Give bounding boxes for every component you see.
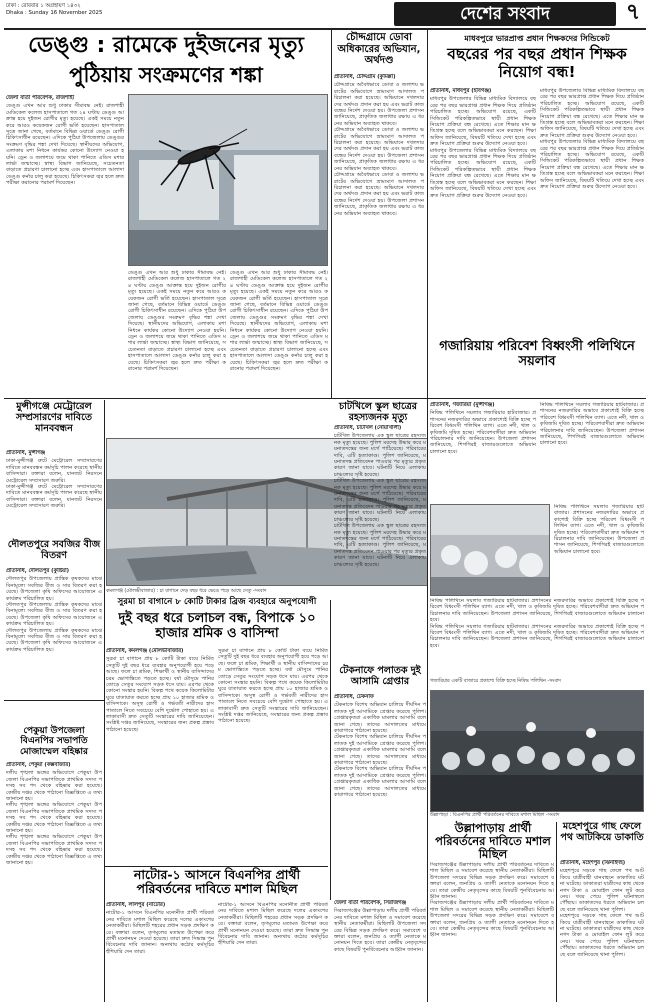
moheshpur-text: মহেশপুরে সড়কে গাছ ফেলে পথ আটকিয়ে যাত্রীবাহী যানবাহনে ডাকাতির ঘটনা ঘটেছে। ডাকাতরা যাত্রীদের কাছ থেকে নগদ টাকা ও মোবাইল ফোন লুট করে নেয়। খবর পেয়ে পুলিশ ঘটনাস্থলে পৌঁছায়। ডাকাতদের ধরতে অভিযান চলছে বলে জানিয়েছে থানা পুলিশ।: [560, 868, 644, 913]
header-rule: [4, 28, 646, 30]
teknaf-text-2: টেকনাফে বিশেষ অভিযান চালিয়ে দীর্ঘদিন পলাতক দুই আসামিকে গ্রেপ্তার করেছে পুলিশ। গ্রেপ্তারকৃতরা একাধিক মামলার আসামি বলে জানা গেছে। তাদের আদালতের মাধ্যমে কারাগারে পাঠানো হয়েছে।: [334, 734, 426, 767]
bridge-kicker: সুরমা চা বাগানে ৮ কোটি টাকার ব্রিজ ব্যবহারে অনুপযোগী: [117, 597, 317, 607]
ullapara-text-3: সিরাজগঞ্জের উল্লাপাড়ায় দলীয় প্রার্থী পরিবর্তনের দাবিতে মশাল মিছিল ও সমাবেশ করেছে স্থানীয় নেতাকর্মীরা। মিছিলটি উপজেলা সদরের বিভিন্ন সড়ক প্রদক্ষিণ করে। সমাবেশে বক্তারা বলেন, জনপ্রিয় ও ত্যাগী নেতাকে মনোনয়ন দিতে হবে। তারা কেন্দ্রীয় নেতৃবৃন্দের কাছে বিষয়টি পুনর্বিবেচনার আহ্বান জানান।: [430, 900, 554, 939]
dengue-body-text: ডেঙ্গু এখন আর শুধু ঢাকার সীমাবদ্ধ নেই। রাজশাহী মেডিকেল কলেজ হাসপাতালে গত ২৪ ঘণ্টায় ডেঙ্গু আক্রান্ত হয়ে দুইজন রোগীর মৃত্যু হয়েছে। একই সময়ে নতুন করে আরও কয়েকজন রোগী ভর্তি হয়েছেন। হাসপাতাল সূত্রে জানা গেছে, বর্তমানে বিভিন্ন ওয়ার্ডে ডেঙ্গু রোগী চিকিৎসাধীন রয়েছেন। এদিকে পুঠিয়া উপজেলায় ডেঙ্গুর সংক্রমণ বৃদ্ধির শঙ্কা দেখা দিয়েছে। স্থানীয়দের অভিযোগ, এলাকায় মশা নিধনে কার্যকর কোনো উদ্যোগ নেওয়া হয়নি। ড্রেন ও জলাশয়ে জমে থাকা পানিতে এডিস মশার লার্ভা জন্মাচ্ছে। স্বাস্থ্য বিভাগ জানিয়েছে, সচেতনতা বাড়াতে প্রচারণা চালানো হচ্ছে এবং হাসপাতালে আলাদা ডেঙ্গু কর্নার চালু করা হয়েছে। চিকিৎসকরা জ্বর হলে দ্রুত পরীক্ষা করানোর পরামর্শ দিয়েছেন।: [6, 103, 124, 187]
gozaria-text-4: নিষিদ্ধ পলিথিনে সয়লাব গজারিয়ার হাটবাজার। প্রশাসনের নজরদারির অভাবে প্রকাশ্যেই বিক্রি হচ্ছে পরিবেশ বিধ্বংসী পলিথিন ব্যাগ। এতে নদী, খাল ও কৃষিজমি দূষিত হচ্ছে। পরিবেশবাদীরা দ্রুত অভিযান পরিচালনার দাবি জানিয়েছেন। উপজেলা প্রশাসন জানিয়েছে, শিগগিরই বাজারগুলোতে অভিযান চালানো হবে।: [430, 598, 644, 624]
natore-byline: প্রতিনিধি, লালপুর (নাটোর): [106, 902, 166, 908]
munshiganj-headline: মুন্সীগঞ্জে মেট্রোরেল সম্প্রসারণের দাবিতে মানববন্ধন: [15, 401, 93, 434]
ullapara-text: সিরাজগঞ্জের উল্লাপাড়ায় দলীয় প্রার্থী পরিবর্তনের দাবিতে মশাল মিছিল ও সমাবেশ করেছে স্থানীয় নেতাকর্মীরা। মিছিলটি উপজেলা সদরের বিভিন্ন সড়ক প্রদক্ষিণ করে। সমাবেশে বক্তারা বলেন, জনপ্রিয় ও ত্যাগী নেতাকে মনোনয়ন দিতে হবে। তারা কেন্দ্রীয় নেতৃবৃন্দের কাছে বিষয়টি পুনর্বিবেচনার আহ্বান জানান।: [334, 908, 426, 953]
chowddogram-byline: প্রতিনিধি, চৌদ্দগ্রাম (কুমিল্লা): [334, 74, 396, 80]
chowddogram-body: [334, 74, 424, 396]
madhabpur-body: [430, 88, 536, 334]
madhabpur-byline: প্রতিনিধি, মাধবপুর (হবিগঞ্জ): [430, 88, 492, 94]
madhabpur-text: মাধবপুর উপজেলার বিভিন্ন মাধ্যমিক বিদ্যালয়ে বছরের পর বছর ভারপ্রাপ্ত প্রধান শিক্ষক দিয়ে প্রতিষ্ঠান পরিচালিত হচ্ছে। অভিযোগ রয়েছে, একটি সিন্ডিকেট পরিকল্পিতভাবে স্থায়ী প্রধান শিক্ষক নিয়োগ প্রক্রিয়া বন্ধ রেখেছে। এতে শিক্ষার মান ক্ষতিগ্রস্ত হচ্ছে বলে অভিভাবকরা মনে করছেন। শিক্ষা অফিস জানিয়েছে, বিষয়টি খতিয়ে দেখা হচ্ছে এবং দ্রুত নিয়োগ প্রক্রিয়া শুরুর উদ্যোগ নেওয়া হবে।: [430, 96, 536, 148]
natore-body-col2: [218, 902, 328, 1002]
ullapara-byline: জেলা বার্তা পরিবেশক, সিরাজগঞ্জ: [334, 900, 407, 906]
pekua-text-3: দলীয় শৃঙ্খলা ভঙ্গের অভিযোগে পেকুয়া উপজেলা বিএনপির সভাপতিকে প্রাথমিক সদস্য পদসহ সব পদ থেকে বহিষ্কার করা হয়েছে। কেন্দ্রীয় দপ্তর থেকে পাঠানো বিজ্ঞপ্তিতে এ তথ্য জানানো হয়।: [6, 834, 102, 867]
torch-procession-image: [431, 691, 644, 812]
chowddogram-text-2: চৌদ্দগ্রামে অবৈধভাবে ডোবা ও জলাশয় ভরাটের অভিযোগে ভ্রাম্যমাণ আদালত পরিচালনা করা হয়েছে। অভিযানে দখলদারদের অর্থদণ্ড প্রদান করা হয় এবং ভরাট কাজ বন্ধের নির্দেশ দেওয়া হয়। উপজেলা প্রশাসন জানিয়েছে, প্রাকৃতিক জলাধার রক্ষায় এ ধরনের অভিযান অব্যাহত থাকবে।: [334, 127, 424, 172]
dengue-headline: ডেঙ্গু : রামেকে দুইজনের মৃত্যু: [28, 33, 304, 58]
madhabpur-text-2: মাধবপুর উপজেলার বিভিন্ন মাধ্যমিক বিদ্যালয়ে বছরের পর বছর ভারপ্রাপ্ত প্রধান শিক্ষক দিয়ে প্রতিষ্ঠান পরিচালিত হচ্ছে। অভিযোগ রয়েছে, একটি সিন্ডিকেট পরিকল্পিতভাবে স্থায়ী প্রধান শিক্ষক নিয়োগ প্রক্রিয়া বন্ধ রেখেছে। এতে শিক্ষার মান ক্ষতিগ্রস্ত হচ্ছে বলে অভিভাবকরা মনে করছেন। শিক্ষা অফিস জানিয়েছে, বিষয়টি খতিয়ে দেখা হচ্ছে এবং দ্রুত নিয়োগ প্রক্রিয়া শুরুর উদ্যোগ নেওয়া হবে।: [430, 147, 536, 199]
pekua-text-2: দলীয় শৃঙ্খলা ভঙ্গের অভিযোগে পেকুয়া উপজেলা বিএনপির সভাপতিকে প্রাথমিক সদস্য পদসহ সব পদ থেকে বহিষ্কার করা হয়েছে। কেন্দ্রীয় দপ্তর থেকে পাঠানো বিজ্ঞপ্তিতে এ তথ্য জানানো হয়।: [6, 802, 102, 835]
pekua-headline: পেকুয়া উপজেলা বিএনপির সভাপতি মোজাম্মেল বহিষ্কার: [20, 726, 88, 757]
moheshpur-body: [560, 860, 644, 1002]
pekua-byline: প্রতিনিধি, পেকুয়া (কক্সবাজার): [6, 762, 71, 768]
chowddogram-headline: চৌদ্দগ্রামে ডোবা অধিকারের অভিযান, অর্থদণ্ড: [337, 32, 421, 66]
gozaria-photo: [430, 504, 550, 596]
market-polythene-image: [431, 505, 550, 596]
moheshpur-headline: মহেশপুরে গাছ ফেলে পথ আটকিয়ে ডাকাতি: [560, 821, 644, 843]
gozaria-body-col2: [540, 402, 644, 502]
bridge-byline: প্রতিনিধি, কমলগঞ্জ (মৌলভীবাজার): [106, 648, 184, 654]
dateline-english: Dhaka : Sunday 16 November 2025: [6, 10, 103, 16]
page-number: ৭: [625, 0, 641, 25]
munshiganj-body: [6, 450, 102, 536]
ullapara-text-2: সিরাজগঞ্জের উল্লাপাড়ায় দলীয় প্রার্থী পরিবর্তনের দাবিতে মশাল মিছিল ও সমাবেশ করেছে স্থানীয় নেতাকর্মীরা। মিছিলটি উপজেলা সদরের বিভিন্ন সড়ক প্রদক্ষিণ করে। সমাবেশে বক্তারা বলেন, জনপ্রিয় ও ত্যাগী নেতাকে মনোনয়ন দিতে হবে। তারা কেন্দ্রীয় নেতৃবৃন্দের কাছে বিষয়টি পুনর্বিবেচনার আহ্বান জানান।: [430, 862, 554, 901]
gozaria-photo-caption: গজারিয়ার একটি বাজারে প্রকাশ্যে বিক্রি হচ্ছে নিষিদ্ধ পলিথিন -সংবাদ: [430, 679, 561, 684]
bridge-text: সুরমা চা বাগানে প্রায় ৮ কোটি টাকা ব্যয়ে নির্মিত সেতুটি দুই বছর ধরে ব্যবহার অনুপযোগী হয়ে পড়ে আছে। ফলে চা শ্রমিক, শিক্ষার্থী ও স্থানীয় বাসিন্দাদের চরম ভোগান্তিতে পড়তে হচ্ছে। বর্ষা মৌসুমে পানির তোড়ে সেতুর সংযোগ সড়ক ধসে যায়। এরপর থেকে কোনো সংস্কার হয়নি। বিকল্প পথে কয়েক কিলোমিটার ঘুরে যাতায়াত করতে হচ্ছে প্রায় ১০ হাজার শ্রমিক ও বাসিন্দাকে। অসুস্থ রোগী ও গর্ভবতী নারীদের হাসপাতালে নিতে সবচেয়ে বেশি দুর্ভোগ পোহাতে হয়। এলাকাবাসী দ্রুত সেতুটি সংস্কারের দাবি জানিয়েছেন। সংশ্লিষ্ট দপ্তর জানিয়েছে, সংস্কারের জন্য প্রকল্প প্রস্তাব পাঠানো হয়েছে।: [106, 656, 214, 733]
munshiganj-text-2: ঢাকা-মুন্সীগঞ্জ রুটে মেট্রোরেল সম্প্রসারণের দাবিতে মানববন্ধন কর্মসূচি পালন করেছে স্থানীয় বাসিন্দারা। বক্তারা বলেন, যানজট নিরসনে মেট্রোরেল সম্প্রসারণ জরুরি।: [6, 484, 102, 510]
pekua-body: [6, 762, 102, 998]
daulatpur-headline: দৌলতপুরে সবজির বীজ বিতরণ: [7, 539, 101, 561]
dateline-bangla: ঢাকা : রোববার ১ অগ্রহায়ণ ১৪৩২: [6, 3, 81, 9]
daulatpur-text: দৌলতপুর উপজেলায় প্রান্তিক কৃষকদের মাঝে বিনামূল্যে সবজির বীজ ও সার বিতরণ করা হয়েছে। উপজেলা কৃষি অফিসের আয়োজনে এ কার্যক্রম পরিচালিত হয়।: [6, 576, 102, 602]
bridge-body-col2: [218, 648, 328, 864]
moheshpur-byline: প্রতিনিধি, মহেশপুর (ঝিনাইদহ): [560, 860, 626, 866]
natore-text: নাটোর-১ আসনে বিএনপির মনোনীত প্রার্থী পরিবর্তনের দাবিতে মশাল মিছিল করেছে দলের একাংশের নেতাকর্মীরা। মিছিলটি শহরের প্রধান সড়ক প্রদক্ষিণ করে। বক্তারা বলেন, তৃণমূলের মতামত উপেক্ষা করে প্রার্থী মনোনয়ন দেওয়া হয়েছে। তারা দ্রুত সিদ্ধান্ত পুনর্বিবেচনার দাবি জানান। অন্যথায় কঠোর কর্মসূচির হুঁশিয়ারি দেন তারা।: [106, 910, 214, 955]
dengue-body-col2: [128, 270, 226, 395]
madhabpur-kicker: মাধবপুরে ভারপ্রাপ্ত প্রধান শিক্ষকদের সিন্ডিকেট: [464, 34, 610, 43]
ullapara-photo: [430, 690, 644, 812]
gozaria-text-3: নিষিদ্ধ পলিথিনে সয়লাব গজারিয়ার হাটবাজার। প্রশাসনের নজরদারির অভাবে প্রকাশ্যেই বিক্রি হচ্ছে পরিবেশ বিধ্বংসী পলিথিন ব্যাগ। এতে নদী, খাল ও কৃষিজমি দূষিত হচ্ছে। পরিবেশবাদীরা দ্রুত অভিযান পরিচালনার দাবি জানিয়েছেন। উপজেলা প্রশাসন জানিয়েছে, শিগগিরই বাজারগুলোতে অভিযান চালানো হবে।: [554, 504, 644, 555]
daulatpur-body: [6, 568, 102, 698]
natore-body: [106, 902, 214, 1002]
ullapara-body: [334, 900, 426, 1000]
chatkhil-text-2: চাটখিল উপজেলায় এক স্কুল ছাত্রের রহস্যজনক মৃত্যু হয়েছে। পুলিশ মরদেহ উদ্ধার করে ময়নাতদন্তের জন্য মর্গে পাঠিয়েছে। পরিবারের দাবি, এটি হত্যাকাণ্ড। পুলিশ জানিয়েছে, ময়নাতদন্ত প্রতিবেদন পাওয়ার পর মৃত্যুর প্রকৃত কারণ জানা যাবে। ঘটনাটি নিয়ে এলাকায় চাঞ্চল্যের সৃষ্টি হয়েছে।: [334, 478, 426, 523]
teknaf-text: টেকনাফে বিশেষ অভিযান চালিয়ে দীর্ঘদিন পলাতক দুই আসামিকে গ্রেপ্তার করেছে পুলিশ। গ্রেপ্তারকৃতরা একাধিক মামলার আসামি বলে জানা গেছে। তাদের আদালতের মাধ্যমে কারাগারে পাঠানো হয়েছে।: [334, 702, 426, 735]
dengue-body-text-cont2: ডেঙ্গু এখন আর শুধু ঢাকার সীমাবদ্ধ নেই। রাজশাহী মেডিকেল কলেজ হাসপাতালে গত ২৪ ঘণ্টায় ডেঙ্গু আক্রান্ত হয়ে দুইজন রোগীর মৃত্যু হয়েছে। একই সময়ে নতুন করে আরও কয়েকজন রোগী ভর্তি হয়েছেন। হাসপাতাল সূত্রে জানা গেছে, বর্তমানে বিভিন্ন ওয়ার্ডে ডেঙ্গু রোগী চিকিৎসাধীন রয়েছেন। এদিকে পুঠিয়া উপজেলায় ডেঙ্গুর সংক্রমণ বৃদ্ধির শঙ্কা দেখা দিয়েছে। স্থানীয়দের অভিযোগ, এলাকায় মশা নিধনে কার্যকর কোনো উদ্যোগ নেওয়া হয়নি। ড্রেন ও জলাশয়ে জমে থাকা পানিতে এডিস মশার লার্ভা জন্মাচ্ছে। স্বাস্থ্য বিভাগ জানিয়েছে, সচেতনতা বাড়াতে প্রচারণা চালানো হচ্ছে এবং হাসপাতালে আলাদা ডেঙ্গু কর্নার চালু করা হয়েছে। চিকিৎসকরা জ্বর হলে দ্রুত পরীক্ষা করানোর পরামর্শ দিয়েছেন।: [230, 270, 328, 373]
dengue-subheadline: পুঠিয়ায় সংক্রমণের শঙ্কা: [69, 63, 263, 87]
gozaria-text: নিষিদ্ধ পলিথিনে সয়লাব গজারিয়ার হাটবাজার। প্রশাসনের নজরদারির অভাবে প্রকাশ্যেই বিক্রি হচ্ছে পরিবেশ বিধ্বংসী পলিথিন ব্যাগ। এতে নদী, খাল ও কৃষিজমি দূষিত হচ্ছে। পরিবেশবাদীরা দ্রুত অভিযান পরিচালনার দাবি জানিয়েছেন। উপজেলা প্রশাসন জানিয়েছে, শিগগিরই বাজারগুলোতে অভিযান চালানো হবে।: [430, 410, 536, 455]
gozaria-text-2: নিষিদ্ধ পলিথিনে সয়লাব গজারিয়ার হাটবাজার। প্রশাসনের নজরদারির অভাবে প্রকাশ্যেই বিক্রি হচ্ছে পরিবেশ বিধ্বংসী পলিথিন ব্যাগ। এতে নদী, খাল ও কৃষিজমি দূষিত হচ্ছে। পরিবেশবাদীরা দ্রুত অভিযান পরিচালনার দাবি জানিয়েছেন। উপজেলা প্রশাসন জানিয়েছে, শিগগিরই বাজারগুলোতে অভিযান চালানো হবে।: [540, 402, 644, 447]
dateline: [6, 3, 166, 17]
dengue-byline: জেলা বার্তা পরিবেশক, রাজশাহী: [6, 95, 75, 101]
daulatpur-text-3: দৌলতপুর উপজেলায় প্রান্তিক কৃষকদের মাঝে বিনামূল্যে সবজির বীজ ও সার বিতরণ করা হয়েছে। উপজেলা কৃষি অফিসের আয়োজনে এ কার্যক্রম পরিচালিত হয়।: [6, 627, 102, 653]
gozaria-body-col4: [430, 598, 644, 678]
chowddogram-text-3: চৌদ্দগ্রামে অবৈধভাবে ডোবা ও জলাশয় ভরাটের অভিযোগে ভ্রাম্যমাণ আদালত পরিচালনা করা হয়েছে। অভিযানে দখলদারদের অর্থদণ্ড প্রদান করা হয় এবং ভরাট কাজ বন্ধের নির্দেশ দেওয়া হয়। উপজেলা প্রশাসন জানিয়েছে, প্রাকৃতিক জলাধার রক্ষায় এ ধরনের অভিযান অব্যাহত থাকবে।: [334, 172, 424, 217]
chatkhil-text-3: চাটখিল উপজেলায় এক স্কুল ছাত্রের রহস্যজনক মৃত্যু হয়েছে। পুলিশ মরদেহ উদ্ধার করে ময়নাতদন্তের জন্য মর্গে পাঠিয়েছে। পরিবারের দাবি, এটি হত্যাকাণ্ড। পুলিশ জানিয়েছে, ময়নাতদন্ত প্রতিবেদন পাওয়ার পর মৃত্যুর প্রকৃত কারণ জানা যাবে। ঘটনাটি নিয়ে এলাকায় চাঞ্চল্যের সৃষ্টি হয়েছে।: [334, 523, 426, 568]
bridge-body: [106, 648, 214, 864]
chatkhil-body: [334, 425, 426, 645]
gozaria-body: [430, 402, 536, 502]
ullapara-photo-caption: উল্লাপাড়া : বিএনপির প্রার্থী পরিবর্তনের দাবিতে মশাল মিছিল -সংবাদ: [430, 813, 560, 818]
gozaria-text-5: নিষিদ্ধ পলিথিনে সয়লাব গজারিয়ার হাটবাজার। প্রশাসনের নজরদারির অভাবে প্রকাশ্যেই বিক্রি হচ্ছে পরিবেশ বিধ্বংসী পলিথিন ব্যাগ। এতে নদী, খাল ও কৃষিজমি দূষিত হচ্ছে। পরিবেশবাদীরা দ্রুত অভিযান পরিচালনার দাবি জানিয়েছেন। উপজেলা প্রশাসন জানিয়েছে, শিগগিরই বাজারগুলোতে অভিযান চালানো হবে।: [430, 623, 644, 649]
dengue-body-text-cont: ডেঙ্গু এখন আর শুধু ঢাকার সীমাবদ্ধ নেই। রাজশাহী মেডিকেল কলেজ হাসপাতালে গত ২৪ ঘণ্টায় ডেঙ্গু আক্রান্ত হয়ে দুইজন রোগীর মৃত্যু হয়েছে। একই সময়ে নতুন করে আরও কয়েকজন রোগী ভর্তি হয়েছেন। হাসপাতাল সূত্রে জানা গেছে, বর্তমানে বিভিন্ন ওয়ার্ডে ডেঙ্গু রোগী চিকিৎসাধীন রয়েছেন। এদিকে পুঠিয়া উপজেলায় ডেঙ্গুর সংক্রমণ বৃদ্ধির শঙ্কা দেখা দিয়েছে। স্থানীয়দের অভিযোগ, এলাকায় মশা নিধনে কার্যকর কোনো উদ্যোগ নেওয়া হয়নি। ড্রেন ও জলাশয়ে জমে থাকা পানিতে এডিস মশার লার্ভা জন্মাচ্ছে। স্বাস্থ্য বিভাগ জানিয়েছে, সচেতনতা বাড়াতে প্রচারণা চালানো হচ্ছে এবং হাসপাতালে আলাদা ডেঙ্গু কর্নার চালু করা হয়েছে। চিকিৎসকরা জ্বর হলে দ্রুত পরীক্ষা করানোর পরামর্শ দিয়েছেন।: [128, 270, 226, 373]
teknaf-headline: টেকনাফে পলাতক দুই আসামি গ্রেপ্তার: [339, 665, 421, 687]
hospital-ward-image: [129, 95, 328, 266]
madhabpur-text-3: মাধবপুর উপজেলার বিভিন্ন মাধ্যমিক বিদ্যালয়ে বছরের পর বছর ভারপ্রাপ্ত প্রধান শিক্ষক দিয়ে প্রতিষ্ঠান পরিচালিত হচ্ছে। অভিযোগ রয়েছে, একটি সিন্ডিকেট পরিকল্পিতভাবে স্থায়ী প্রধান শিক্ষক নিয়োগ প্রক্রিয়া বন্ধ রেখেছে। এতে শিক্ষার মান ক্ষতিগ্রস্ত হচ্ছে বলে অভিভাবকরা মনে করছেন। শিক্ষা অফিস জানিয়েছে, বিষয়টি খতিয়ে দেখা হচ্ছে এবং দ্রুত নিয়োগ প্রক্রিয়া শুরুর উদ্যোগ নেওয়া হবে।: [540, 88, 644, 139]
gozaria-body-col3: [554, 504, 644, 596]
chatkhil-text: চাটখিল উপজেলায় এক স্কুল ছাত্রের রহস্যজনক মৃত্যু হয়েছে। পুলিশ মরদেহ উদ্ধার করে ময়নাতদন্তের জন্য মর্গে পাঠিয়েছে। পরিবারের দাবি, এটি হত্যাকাণ্ড। পুলিশ জানিয়েছে, ময়নাতদন্ত প্রতিবেদন পাওয়ার পর মৃত্যুর প্রকৃত কারণ জানা যাবে। ঘটনাটি নিয়ে এলাকায় চাঞ্চল্যের সৃষ্টি হয়েছে।: [334, 433, 426, 478]
bridge-text-2: সুরমা চা বাগানে প্রায় ৮ কোটি টাকা ব্যয়ে নির্মিত সেতুটি দুই বছর ধরে ব্যবহার অনুপযোগী হয়ে পড়ে আছে। ফলে চা শ্রমিক, শিক্ষার্থী ও স্থানীয় বাসিন্দাদের চরম ভোগান্তিতে পড়তে হচ্ছে। বর্ষা মৌসুমে পানির তোড়ে সেতুর সংযোগ সড়ক ধসে যায়। এরপর থেকে কোনো সংস্কার হয়নি। বিকল্প পথে কয়েক কিলোমিটার ঘুরে যাতায়াত করতে হচ্ছে প্রায় ১০ হাজার শ্রমিক ও বাসিন্দাকে। অসুস্থ রোগী ও গর্ভবতী নারীদের হাসপাতালে নিতে সবচেয়ে বেশি দুর্ভোগ পোহাতে হয়। এলাকাবাসী দ্রুত সেতুটি সংস্কারের দাবি জানিয়েছেন। সংশ্লিষ্ট দপ্তর জানিয়েছে, সংস্কারের জন্য প্রকল্প প্রস্তাব পাঠানো হয়েছে।: [218, 648, 328, 725]
gozaria-byline: প্রতিনিধি, গজারিয়া (মুন্সীগঞ্জ): [430, 402, 495, 408]
teknaf-text-3: টেকনাফে বিশেষ অভিযান চালিয়ে দীর্ঘদিন পলাতক দুই আসামিকে গ্রেপ্তার করেছে পুলিশ। গ্রেপ্তারকৃতরা একাধিক মামলার আসামি বলে জানা গেছে। তাদের আদালতের মাধ্যমে কারাগারে পাঠানো হয়েছে।: [334, 766, 426, 799]
masthead: দেশের সংবাদ: [394, 2, 616, 26]
madhabpur-headline: বছরের পর বছর প্রধান শিক্ষক নিয়োগ বন্ধ!: [447, 45, 627, 81]
bridge-photo-caption: কমলগঞ্জ (মৌলভীবাজার) : চা বাগানে দেড় বছর ধরে ভেঙে পড়ে আছে সেতু -সংবাদ: [106, 589, 267, 594]
munshiganj-text: ঢাকা-মুন্সীগঞ্জ রুটে মেট্রোরেল সম্প্রসারণের দাবিতে মানববন্ধন কর্মসূচি পালন করেছে স্থানীয় বাসিন্দারা। বক্তারা বলেন, যানজট নিরসনে মেট্রোরেল সম্প্রসারণ জরুরি।: [6, 458, 102, 484]
natore-headline: নাটোর-১ আসনে বিএনপির প্রার্থী পরিবর্তনের দাবিতে মশাল মিছিল: [133, 867, 301, 897]
daulatpur-byline: প্রতিনিধি, দৌলতপুর (কুষ্টিয়া): [6, 568, 70, 574]
ullapara-body-col2: [430, 862, 554, 1002]
madhabpur-body-col2: [540, 88, 644, 334]
dengue-body: [6, 95, 124, 395]
dengue-photo: [128, 94, 328, 266]
daulatpur-text-2: দৌলতপুর উপজেলায় প্রান্তিক কৃষকদের মাঝে বিনামূল্যে সবজির বীজ ও সার বিতরণ করা হয়েছে। উপজেলা কৃষি অফিসের আয়োজনে এ কার্যক্রম পরিচালিত হয়।: [6, 602, 102, 628]
bridge-headline: দুই বছর ধরে চলাচল বন্ধ, বিপাকে ১০ হাজার শ্রমিক ও বাসিন্দা: [118, 611, 316, 641]
chatkhil-byline: প্রতিনিধি, চাটখিল (নোয়াখালী): [334, 425, 402, 431]
teknaf-body: [334, 694, 426, 894]
chowddogram-text: চৌদ্দগ্রামে অবৈধভাবে ডোবা ও জলাশয় ভরাটের অভিযোগে ভ্রাম্যমাণ আদালত পরিচালনা করা হয়েছে। অভিযানে দখলদারদের অর্থদণ্ড প্রদান করা হয় এবং ভরাট কাজ বন্ধের নির্দেশ দেওয়া হয়। উপজেলা প্রশাসন জানিয়েছে, প্রাকৃতিক জলাধার রক্ষায় এ ধরনের অভিযান অব্যাহত থাকবে।: [334, 82, 424, 127]
gozaria-headline: গজারিয়ায় পরিবেশ বিধ্বংসী পলিথিনে সয়লাব: [439, 339, 635, 369]
munshiganj-byline: প্রতিনিধি, মুন্সীগঞ্জ: [6, 450, 46, 456]
teknaf-byline: প্রতিনিধি, টেকনাফ: [334, 694, 374, 700]
natore-text-2: নাটোর-১ আসনে বিএনপির মনোনীত প্রার্থী পরিবর্তনের দাবিতে মশাল মিছিল করেছে দলের একাংশের নেতাকর্মীরা। মিছিলটি শহরের প্রধান সড়ক প্রদক্ষিণ করে। বক্তারা বলেন, তৃণমূলের মতামত উপেক্ষা করে প্রার্থী মনোনয়ন দেওয়া হয়েছে। তারা দ্রুত সিদ্ধান্ত পুনর্বিবেচনার দাবি জানান। অন্যথায় কঠোর কর্মসূচির হুঁশিয়ারি দেন তারা।: [218, 902, 328, 947]
ullapara-headline: উল্লাপাড়ায় প্রার্থী পরিবর্তনের দাবিতে মশাল মিছিল: [435, 821, 551, 862]
pekua-text: দলীয় শৃঙ্খলা ভঙ্গের অভিযোগে পেকুয়া উপজেলা বিএনপির সভাপতিকে প্রাথমিক সদস্য পদসহ সব পদ থেকে বহিষ্কার করা হয়েছে। কেন্দ্রীয় দপ্তর থেকে পাঠানো বিজ্ঞপ্তিতে এ তথ্য জানানো হয়।: [6, 770, 102, 803]
madhabpur-text-4: মাধবপুর উপজেলার বিভিন্ন মাধ্যমিক বিদ্যালয়ে বছরের পর বছর ভারপ্রাপ্ত প্রধান শিক্ষক দিয়ে প্রতিষ্ঠান পরিচালিত হচ্ছে। অভিযোগ রয়েছে, একটি সিন্ডিকেট পরিকল্পিতভাবে স্থায়ী প্রধান শিক্ষক নিয়োগ প্রক্রিয়া বন্ধ রেখেছে। এতে শিক্ষার মান ক্ষতিগ্রস্ত হচ্ছে বলে অভিভাবকরা মনে করছেন। শিক্ষা অফিস জানিয়েছে, বিষয়টি খতিয়ে দেখা হচ্ছে এবং দ্রুত নিয়োগ প্রক্রিয়া শুরুর উদ্যোগ নেওয়া হবে।: [540, 139, 644, 191]
moheshpur-text-2: মহেশপুরে সড়কে গাছ ফেলে পথ আটকিয়ে যাত্রীবাহী যানবাহনে ডাকাতির ঘটনা ঘটেছে। ডাকাতরা যাত্রীদের কাছ থেকে নগদ টাকা ও মোবাইল ফোন লুট করে নেয়। খবর পেয়ে পুলিশ ঘটনাস্থলে পৌঁছায়। ডাকাতদের ধরতে অভিযান চলছে বলে জানিয়েছে থানা পুলিশ।: [560, 913, 644, 958]
chatkhil-headline: চাটখিলে স্কুল ছাত্রের রহস্যজনক মৃত্যু: [339, 401, 417, 423]
dengue-body-col3: [230, 270, 328, 395]
